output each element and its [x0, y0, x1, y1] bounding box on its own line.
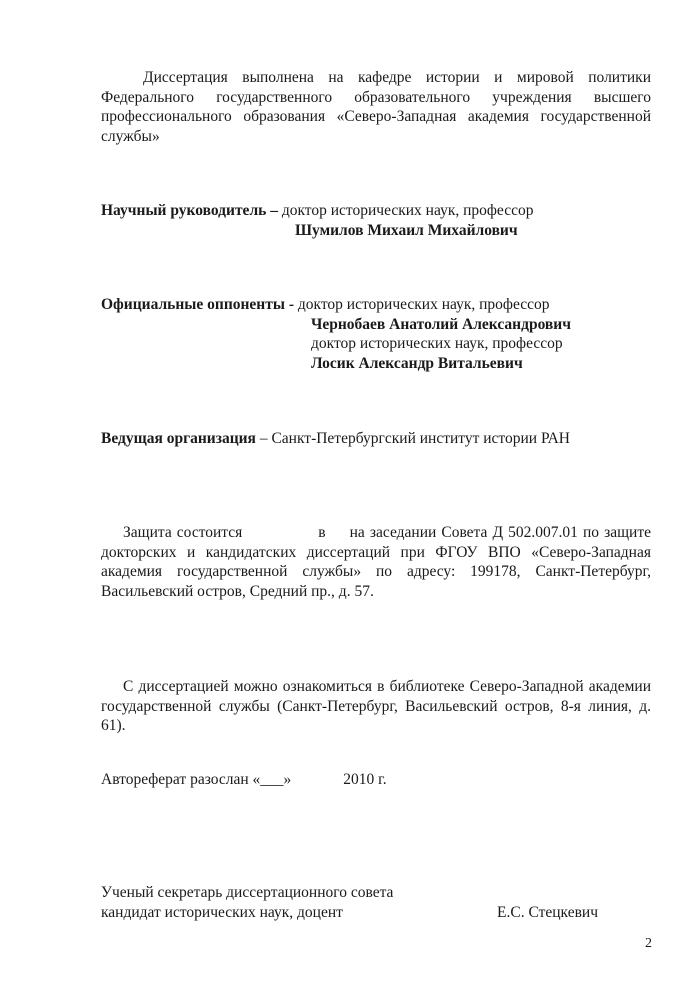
supervisor-label: Научный руководитель –	[101, 202, 278, 219]
supervisor-name: Шумилов Михаил Михайлович	[295, 222, 518, 239]
opponent-second-name: Лосик Александр Витальевич	[311, 355, 523, 372]
defense-part1: Защита состоится	[123, 524, 243, 541]
secretary-signature-row	[101, 903, 598, 922]
defense-part2: в	[318, 524, 326, 541]
secretary-title: Ученый секретарь диссертационного совета	[101, 884, 394, 901]
sent-year: 2010 г.	[343, 771, 387, 788]
sent-label: Автореферат разослан «___»	[101, 771, 292, 788]
secretary-name: Е.С. Стецкевич	[497, 904, 598, 921]
page-number: 2	[645, 936, 652, 951]
defense-paragraph	[101, 523, 651, 601]
intro-text: Диссертация выполнена на кафедре истории и мировой политики Федерального государственного образовательного учреждения высшего профессионального образования «Северо-Западная академия государственной службы»	[101, 69, 651, 145]
defense-part3: на заседании Совета Д 502.007.01 по защите докторских и кандидатских диссертаций при ФГОУ ВПО «Северо-Западная академия государственной службы» по адресу: 199178, Санкт-Петербург, Васильевский остров, Средний пр., д. 57.	[101, 524, 651, 600]
opponents-label: Официальные оппоненты -	[101, 296, 294, 313]
opponents-line	[101, 295, 550, 314]
opponent-first-credentials: доктор исторических наук, профессор	[297, 296, 550, 313]
supervisor-credentials: доктор исторических наук, профессор	[281, 202, 534, 219]
leading-org-text: – Санкт-Петербургский институт истории РАН	[259, 430, 570, 447]
library-paragraph	[101, 677, 651, 736]
leading-org-label: Ведущая организация	[101, 430, 256, 447]
secretary-degree: кандидат исторических наук, доцент	[101, 904, 343, 921]
intro-paragraph	[101, 68, 651, 146]
opponent-second-credentials: доктор исторических наук, профессор	[311, 335, 563, 352]
leading-org-line	[101, 429, 570, 448]
supervisor-line	[101, 201, 533, 220]
opponent-first-name: Чернобаев Анатолий Александрович	[311, 316, 571, 333]
sent-line	[101, 770, 387, 789]
library-text: С диссертацией можно ознакомиться в библиотеке Северо-Западной академии государственной службы (Санкт-Петербург, Васильевский остров, 8-я линия, д. 61).	[101, 678, 651, 734]
